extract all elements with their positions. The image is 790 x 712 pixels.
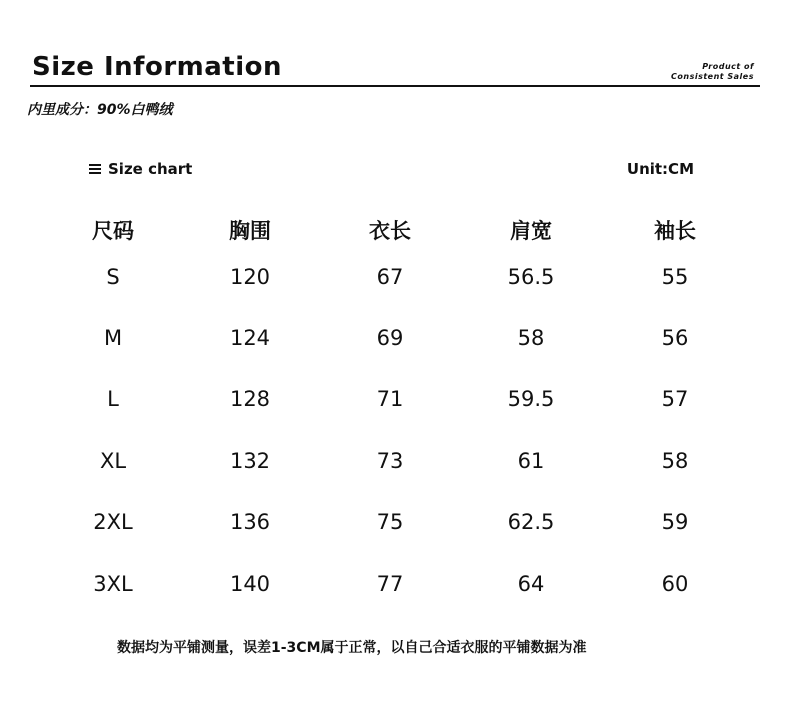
table-cell-size: M: [103, 326, 123, 350]
table-cell-size: 2XL: [93, 510, 133, 534]
table-cell-chest: 124: [229, 326, 271, 350]
table-cell-sleeve: 60: [661, 572, 689, 596]
table-cell-chest: 128: [229, 387, 271, 411]
table-cell-length: 73: [376, 449, 404, 473]
brand-line-1: Product of: [702, 62, 754, 71]
column-header-chest: 胸围: [229, 219, 271, 243]
table-cell-shoulder: 61: [517, 449, 545, 473]
brand-line-2: Consistent Sales: [671, 72, 754, 81]
table-cell-length: 67: [376, 265, 404, 289]
table-cell-size: S: [106, 265, 120, 289]
table-cell-sleeve: 56: [661, 326, 689, 350]
column-header-sleeve: 袖长: [654, 219, 696, 243]
table-cell-shoulder: 62.5: [507, 510, 555, 534]
table-cell-chest: 136: [229, 510, 271, 534]
unit-label: Unit:CM: [626, 160, 694, 178]
table-cell-length: 69: [376, 326, 404, 350]
table-cell-chest: 120: [229, 265, 271, 289]
table-cell-size: 3XL: [93, 572, 133, 596]
column-header-shoulder: 肩宽: [510, 219, 552, 243]
table-cell-shoulder: 56.5: [507, 265, 555, 289]
page-title: Size Information: [32, 52, 282, 82]
measurement-note-text: 数据均为平铺测量，误差1-3CM属于正常，以自己合适衣服的平铺数据为准: [117, 640, 587, 656]
column-header-size: 尺码: [92, 219, 134, 243]
table-cell-shoulder: 58: [517, 326, 545, 350]
table-cell-length: 77: [376, 572, 404, 596]
table-cell-shoulder: 64: [517, 572, 545, 596]
table-cell-sleeve: 58: [661, 449, 689, 473]
table-cell-chest: 132: [229, 449, 271, 473]
table-cell-length: 71: [376, 387, 404, 411]
table-cell-size: L: [107, 387, 119, 411]
size-chart-label-text: Size chart: [108, 160, 193, 178]
table-cell-sleeve: 59: [661, 510, 689, 534]
material-composition: 内里成分：90%白鸭绒: [27, 102, 173, 118]
table-cell-sleeve: 57: [661, 387, 689, 411]
table-cell-sleeve: 55: [661, 265, 689, 289]
table-cell-length: 75: [376, 510, 404, 534]
table-cell-shoulder: 59.5: [507, 387, 555, 411]
column-header-length: 衣长: [369, 219, 411, 243]
table-cell-chest: 140: [229, 572, 271, 596]
table-cell-size: XL: [99, 449, 127, 473]
